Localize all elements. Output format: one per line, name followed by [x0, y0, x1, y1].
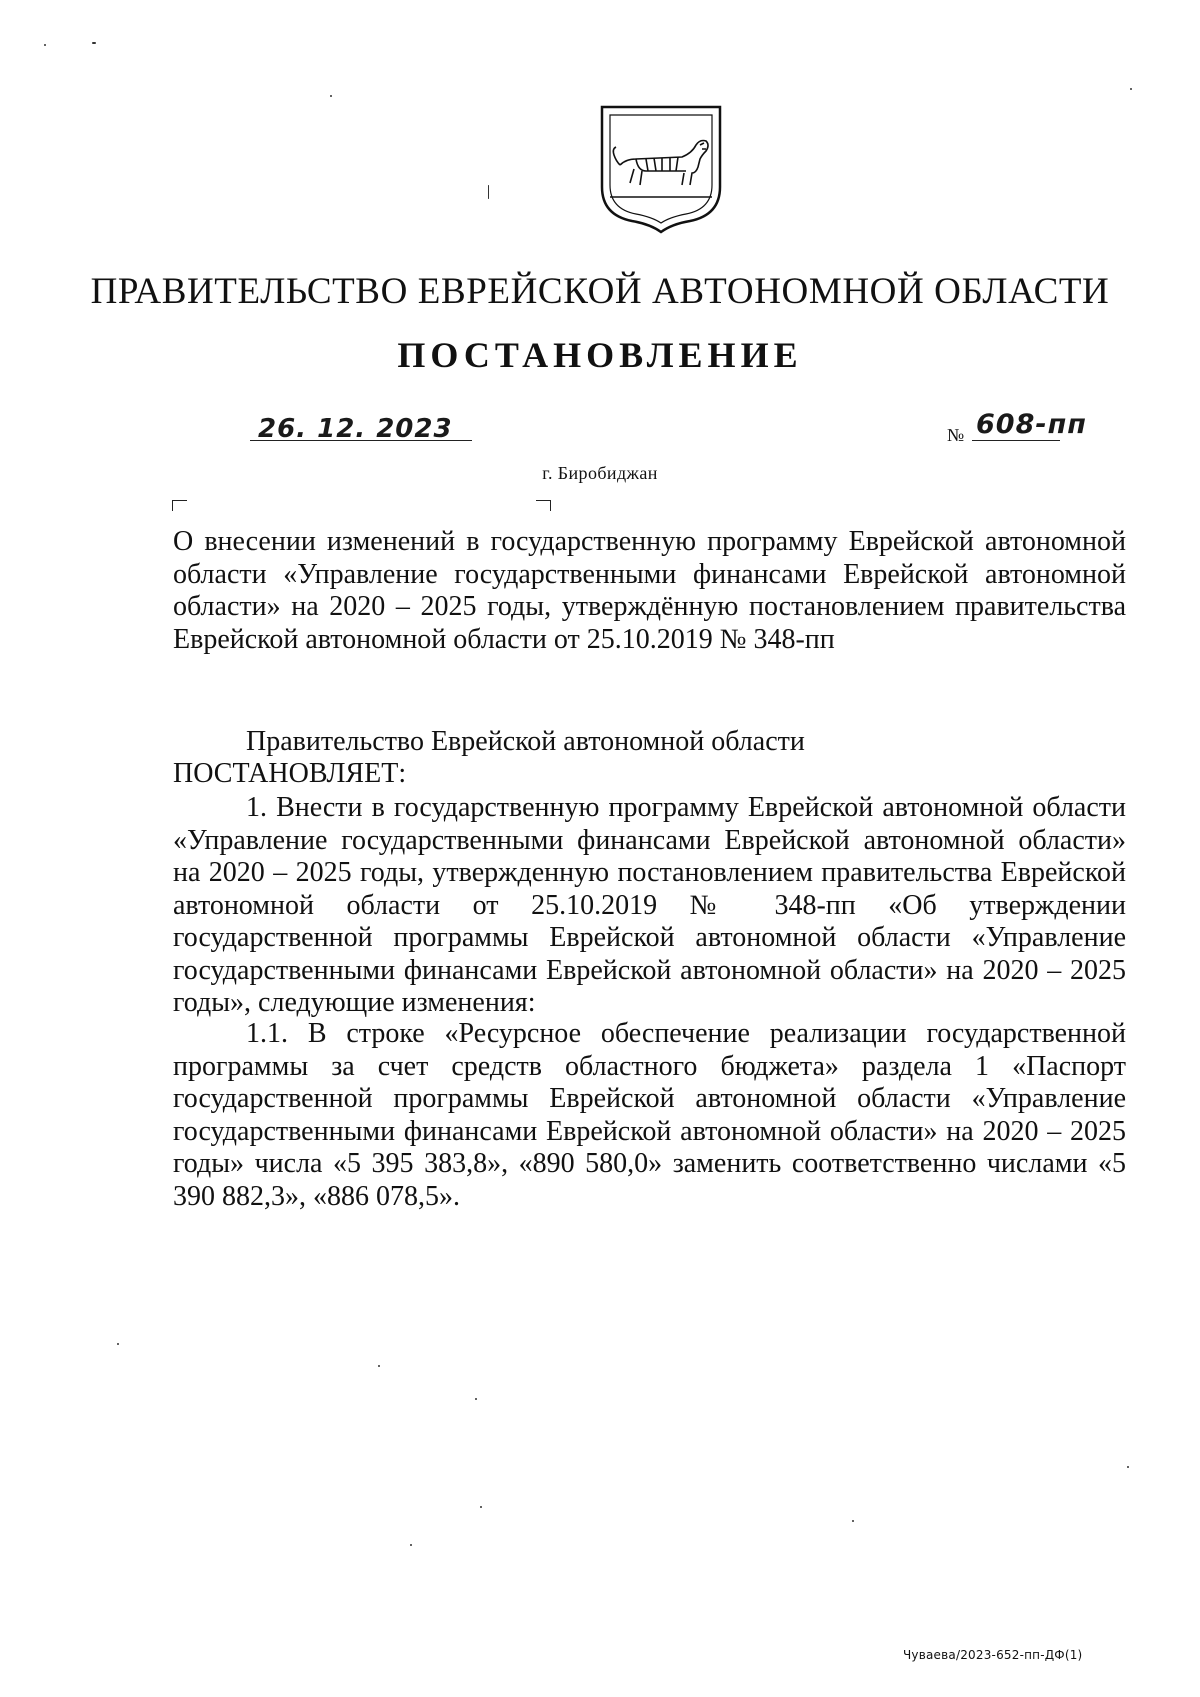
scan-speck	[852, 1520, 854, 1522]
city-label: г. Биробиджан	[542, 463, 658, 483]
scan-speck	[480, 1506, 482, 1508]
number-prefix: №	[947, 425, 965, 445]
document-type-title: ПОСТАНОВЛЕНИЕ	[397, 335, 803, 375]
scan-speck	[378, 1365, 380, 1367]
document-number: 608-пп	[976, 409, 1087, 440]
government-title: ПРАВИТЕЛЬСТВО ЕВРЕЙСКОЙ АВТОНОМНОЙ ОБЛАСТИ	[90, 271, 1110, 312]
scan-speck	[1130, 88, 1132, 90]
tiger-coat-of-arms-icon	[596, 103, 726, 235]
scan-speck	[92, 42, 96, 44]
document-subject: О внесении изменений в государственную программу Еврейской автономной области «Управление государственными финансами Еврейской автономной области» на 2020 – 2025 годы, утверждённую постановлением правительства Еврейской автономной области от 25.10.2019 № 348-пп	[173, 526, 1126, 655]
document-date: 26. 12. 2023	[258, 414, 453, 444]
decree-word: ПОСТАНОВЛЯЕТ:	[173, 758, 407, 789]
scan-speck	[410, 1544, 412, 1546]
scan-speck	[475, 1398, 477, 1400]
item-1-1: 1.1. В строке «Ресурсное обеспечение реализации государственной программы за счет средств областного бюджета» раздела 1 «Паспорт государственной программы Еврейской автономной области «Управление государственными финансами Еврейской автономной области» на 2020 – 2025 годы» числа «5 395 383,8», «890 580,0» заменить соответственно числами «5 390 882,3», «886 078,5».	[173, 1018, 1126, 1212]
item-1: 1. Внести в государственную программу Еврейской автономной области «Управление государственными финансами Еврейской автономной области» на 2020 – 2025 годы, утвержденную постановлением правительства Еврейской автономной области от 25.10.2019 № 348-пп «Об утверждении государственной программы Еврейской автономной области «Управление государственными финансами Еврейской автономной области» на 2020 – 2025 годы», следующие изменения:	[173, 792, 1126, 1018]
scan-speck	[44, 44, 46, 46]
scan-speck	[330, 95, 332, 97]
subject-bracket-left	[172, 500, 187, 511]
subject-bracket-right	[536, 500, 551, 511]
scan-speck	[117, 1343, 119, 1345]
government-subject: Правительство Еврейской автономной области	[246, 726, 805, 757]
scan-speck	[488, 185, 489, 199]
scan-speck	[1127, 1466, 1129, 1468]
document-footer-code: Чуваева/2023-652-пп-ДФ(1)	[903, 1648, 1083, 1662]
